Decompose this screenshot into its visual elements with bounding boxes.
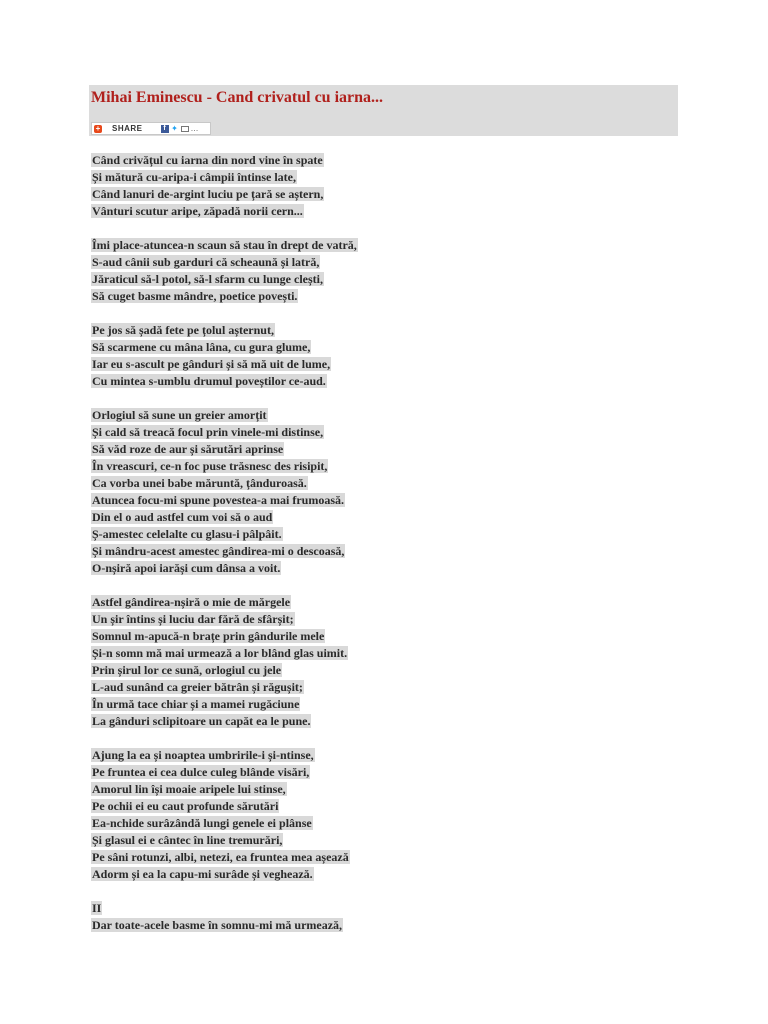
poem-line-text: În urmă tace chiar și a mamei rugăciune <box>92 697 300 711</box>
poem-line <box>91 679 358 696</box>
poem-line <box>91 509 358 526</box>
poem-line-text: Adorm și ea la capu-mi surâde și veghează. <box>92 867 313 881</box>
poem-line <box>91 662 358 679</box>
poem-line-text: Și glasul ei e cântec în line tremurări, <box>92 833 283 847</box>
share-icons <box>161 125 199 133</box>
poem-line-text: Orlogiul să sune un greier amorțit <box>92 408 267 422</box>
share-label: SHARE <box>112 124 143 133</box>
poem-line <box>91 152 358 169</box>
poem-line-text: II <box>92 901 102 915</box>
poem-line-text: Și-n somn mă mai urmează a lor blând glas uimit. <box>92 646 348 660</box>
poem-line <box>91 696 358 713</box>
stanza-gap <box>91 390 358 407</box>
poem-line <box>91 560 358 577</box>
page-title: Mihai Eminescu - Cand crivatul cu iarna... <box>91 89 384 106</box>
poem-line <box>91 900 358 917</box>
poem-line-text: Iar eu s-ascult pe gânduri și să mă uit de lume, <box>92 357 331 371</box>
poem-line-text: Dar toate-acele basme în somnu-mi mă urmează, <box>92 918 343 932</box>
poem-line <box>91 713 358 730</box>
poem-line <box>91 492 358 509</box>
poem-line <box>91 186 358 203</box>
poem-line <box>91 594 358 611</box>
poem-line <box>91 288 358 305</box>
stanza-gap <box>91 883 358 900</box>
stanza-gap <box>91 730 358 747</box>
poem-line-text: Pe sâni rotunzi, albi, netezi, ea fruntea mea așează <box>92 850 349 864</box>
poem-line <box>91 611 358 628</box>
poem-line <box>91 271 358 288</box>
poem-line-text: În vreascuri, ce-n foc puse trăsnesc des risipit, <box>92 459 328 473</box>
poem-line <box>91 849 358 866</box>
poem-line-text: Și mândru-acest amestec gândirea-mi o descoasă, <box>92 544 345 558</box>
poem-line <box>91 424 358 441</box>
poem-line <box>91 373 358 390</box>
poem-line-text: Ea-nchide surâzândă lungi genele ei plânse <box>92 816 312 830</box>
poem-line-text: Ajung la ea și noaptea umbririle-i și-ntinse, <box>92 748 314 762</box>
stanza-gap <box>91 220 358 237</box>
poem-line <box>91 645 358 662</box>
poem-line-text: Vânturi scutur aripe, zăpadă norii cern... <box>92 204 303 218</box>
poem-line <box>91 917 358 934</box>
poem-line <box>91 356 358 373</box>
poem-line <box>91 526 358 543</box>
poem-line-text: Și mătură cu-aripa-i câmpii întinse late, <box>92 170 296 184</box>
poem-line <box>91 543 358 560</box>
poem-line-text: Pe ochii ei eu caut profunde sărutări <box>92 799 279 813</box>
poem-line-text: Cu mintea s-umblu drumul poveștilor ce-aud. <box>92 374 326 388</box>
poem-line <box>91 764 358 781</box>
poem-line <box>91 747 358 764</box>
poem-line <box>91 781 358 798</box>
poem-line-text: Amorul lin își moaie aripele lui stinse, <box>92 782 286 796</box>
poem-line <box>91 322 358 339</box>
poem-line-text: Îmi place-atuncea-n scaun să stau în drept de vatră, <box>92 238 357 252</box>
email-icon[interactable] <box>181 126 189 132</box>
poem-line-text: Când lanuri de-argint luciu pe țară se aștern, <box>92 187 324 201</box>
poem-line <box>91 203 358 220</box>
twitter-icon[interactable]: ✦ <box>171 123 178 133</box>
poem-line <box>91 815 358 832</box>
poem-line <box>91 441 358 458</box>
poem-line-text: S-aud cânii sub garduri că scheaună și latră, <box>92 255 320 269</box>
poem-line <box>91 798 358 815</box>
poem-line <box>91 169 358 186</box>
facebook-icon[interactable]: f <box>161 125 169 133</box>
title-header <box>89 85 678 136</box>
poem-line-text: Când crivățul cu iarna din nord vine în spate <box>92 153 323 167</box>
poem-body <box>91 152 358 934</box>
poem-line-text: Jăraticul să-l potol, să-l sfarm cu lunge clești, <box>92 272 323 286</box>
stanza-gap <box>91 305 358 322</box>
poem-line <box>91 866 358 883</box>
poem-line-text: Pe jos să șadă fete pe țolul așternut, <box>92 323 274 337</box>
poem-line-text: Și cald să treacă focul prin vinele-mi distinse, <box>92 425 324 439</box>
poem-line-text: O-nșiră apoi iarăși cum dânsa a voit. <box>92 561 281 575</box>
poem-line <box>91 475 358 492</box>
poem-line-text: Un șir întins și luciu dar fără de sfârșit; <box>92 612 294 626</box>
poem-line <box>91 237 358 254</box>
poem-line <box>91 339 358 356</box>
more-icon[interactable]: … <box>190 123 199 133</box>
poem-line <box>91 407 358 424</box>
poem-line <box>91 458 358 475</box>
poem-line-text: Astfel gândirea-nșiră o mie de mărgele <box>92 595 291 609</box>
poem-line-text: Ca vorba unei babe măruntă, țânduroasă. <box>92 476 307 490</box>
poem-line-text: Să scarmene cu mâna lâna, cu gura glume, <box>92 340 311 354</box>
poem-line-text: Atuncea focu-mi spune povestea-a mai frumoasă. <box>92 493 344 507</box>
poem-line-text: L-aud sunând ca greier bătrân și răgușit; <box>92 680 303 694</box>
stanza-gap <box>91 577 358 594</box>
poem-line <box>91 628 358 645</box>
poem-line-text: Pe fruntea ei cea dulce culeg blânde visări, <box>92 765 310 779</box>
poem-line-text: Prin șirul lor ce sună, orlogiul cu jele <box>92 663 282 677</box>
poem-line <box>91 254 358 271</box>
share-button[interactable] <box>91 122 211 135</box>
poem-line-text: Să văd roze de aur și sărutări aprinse <box>92 442 284 456</box>
poem-line-text: Să cuget basme mândre, poetice povești. <box>92 289 298 303</box>
poem-line-text: Somnul m-apucă-n brațe prin gândurile mele <box>92 629 325 643</box>
poem-line-text: Din el o aud astfel cum voi să o aud <box>92 510 273 524</box>
poem-line-text: Ș-amestec celelalte cu glasu-i pâlpâit. <box>92 527 282 541</box>
addthis-plus-icon: + <box>95 123 101 133</box>
poem-line <box>91 832 358 849</box>
poem-line-text: La gânduri sclipitoare un capăt ea le pune. <box>92 714 311 728</box>
